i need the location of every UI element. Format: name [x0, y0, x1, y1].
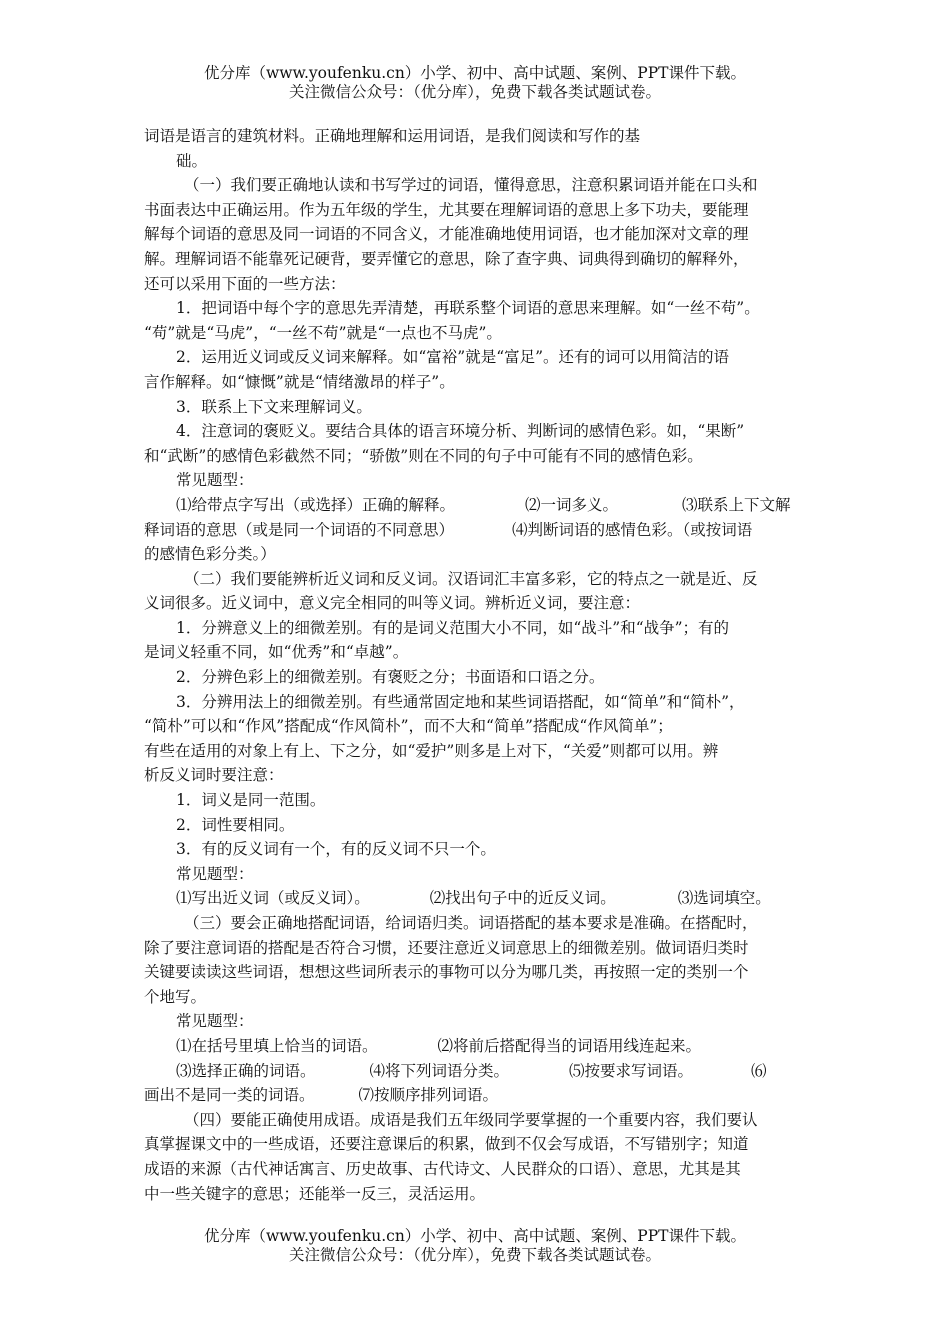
question-types-label: 常见题型：	[176, 471, 254, 490]
question-type: ⑶选择正确的词语。	[176, 1061, 316, 1080]
paragraph-line: 中一些关键字的意思；还能举一反三，灵活运用。	[144, 1184, 486, 1203]
question-type: ⑴给带点字写出（或选择）正确的解释。	[176, 495, 456, 514]
paragraph-line: 解。理解词语不能靠死记硬背，要弄懂它的意思，除了查字典、词典得到确切的解释外，	[144, 249, 749, 268]
paragraph-line: 解每个词语的意思及同一词语的不同含义，才能准确地使用词语，也才能加深对文章的理	[144, 225, 749, 244]
paragraph-line: 言作解释。如“慷慨”就是“情绪激昂的样子”。	[144, 372, 455, 391]
page-header	[0, 64, 950, 102]
question-type: ⑹	[751, 1061, 767, 1080]
method-item: 3．联系上下文来理解词义。	[176, 397, 372, 416]
method-item: 2．运用近义词或反义词来解释。如“富裕”就是“富足”。还有的词可以用简洁的语	[176, 348, 730, 367]
question-types-label: 常见题型：	[176, 864, 254, 883]
paragraph-line: 还可以采用下面的一些方法：	[144, 274, 346, 293]
question-type: ⑵找出句子中的近反义词。	[429, 889, 616, 908]
page-footer	[0, 1227, 950, 1265]
footer-line-1: 优分库（www.youfenku.cn）小学、初中、高中试题、案例、PPT课件下载。	[203, 1227, 747, 1245]
paragraph-line: 的感情色彩分类。）	[144, 545, 276, 564]
question-type: ⑷将下列词语分类。	[369, 1061, 510, 1080]
footer-line-2: 关注微信公众号：（优分库），免费下载各类试题试卷。	[288, 1246, 661, 1264]
method-item: 2．词性要相同。	[176, 815, 295, 834]
question-type: ⑷判断词语的感情色彩。（或按词语	[512, 520, 753, 539]
paragraph-line: 成语的来源（古代神话寓言、历史故事、古代诗文、人民群众的口语）、意思，尤其是其	[144, 1159, 741, 1178]
paragraph-line: 和“武断”的感情色彩截然不同；“骄傲”则在不同的句子中可能有不同的感情色彩。	[144, 446, 703, 465]
paragraph-line: 除了要注意词语的搭配是否符合习惯，还要注意近义词意思上的细微差别。做词语归类时	[144, 938, 749, 957]
section-2-heading: （二）我们要能辨析近义词和反义词。汉语词汇丰富多彩，它的特点之一就是近、反	[184, 569, 758, 588]
paragraph-line: 真掌握课文中的一些成语，还要注意课后的积累，做到不仅会写成语，不写错别字；知道	[144, 1135, 749, 1154]
method-item: 3．分辨用法上的细微差别。有些通常固定地和某些词语搭配，如“简单”和“简朴”，	[176, 692, 745, 711]
question-type: ⑴写出近义词（或反义词）。	[176, 889, 370, 908]
header-line-1: 优分库（www.youfenku.cn）小学、初中、高中试题、案例、PPT课件下载。	[203, 64, 747, 82]
paragraph-line: 析反义词时要注意：	[144, 766, 284, 785]
question-type: 释词语的意思（或是同一个词语的不同意思）	[144, 520, 455, 539]
method-item: 1．词义是同一范围。	[176, 791, 326, 810]
method-item: 1．分辨意义上的细微差别。有的是词义范围大小不同，如“战斗”和“战争”；有的	[176, 618, 730, 637]
paragraph-line: 书面表达中正确运用。作为五年级的学生，尤其要在理解词语的意思上多下功夫，要能理	[144, 200, 749, 219]
intro-line: 础。	[176, 151, 208, 170]
question-type: ⑴在括号里填上恰当的词语。	[176, 1036, 378, 1055]
paragraph-line: “苟”就是“马虎”，“一丝不苟”就是“一点也不马虎”。	[144, 323, 502, 342]
document-body	[144, 124, 812, 1206]
header-line-2: 关注微信公众号：（优分库），免费下载各类试题试卷。	[288, 83, 661, 101]
question-type: 画出不是同一类的词语。	[144, 1086, 315, 1105]
paragraph-line: 有些在适用的对象上有上、下之分，如“爱护”则多是上对下，“关爱”则都可以用。辨	[144, 741, 719, 760]
question-type: ⑶联系上下文解	[682, 495, 791, 514]
method-item: 1．把词语中每个字的意思先弄清楚，再联系整个词语的意思来理解。如“一丝不苟”。	[176, 299, 760, 318]
paragraph-line: 义词很多。近义词中，意义完全相同的叫等义词。辨析近义词，要注意：	[144, 594, 641, 613]
paragraph-line: 关键要读读这些词语，想想这些词所表示的事物可以分为哪几类，再按照一定的类别一个	[144, 963, 749, 982]
section-1-heading: （一）我们要正确地认读和书写学过的词语，懂得意思，注意积累词语并能在口头和	[184, 176, 758, 195]
question-type: ⑵将前后搭配得当的词语用线连起来。	[437, 1036, 702, 1055]
question-type: ⑸按要求写词语。	[569, 1061, 694, 1080]
question-types-label: 常见题型：	[176, 1012, 254, 1031]
paragraph-line: 是词义轻重不同，如“优秀”和“卓越”。	[144, 643, 409, 662]
section-3-heading: （三）要会正确地搭配词语，给词语归类。词语搭配的基本要求是准确。在搭配时，	[184, 914, 758, 932]
question-type: ⑺按顺序排列词语。	[358, 1086, 499, 1105]
method-item: 3．有的反义词有一个，有的反义词不只一个。	[176, 840, 496, 859]
section-4-heading: （四）要能正确使用成语。成语是我们五年级同学要掌握的一个重要内容，我们要认	[184, 1110, 758, 1129]
question-type: ⑶选词填空。	[677, 889, 771, 908]
method-item: 2．分辨色彩上的细微差别。有褒贬之分；书面语和口语之分。	[176, 668, 605, 687]
method-item: 4．注意词的褒贬义。要结合具体的语言环境分析、判断词的感情色彩。如，“果断”	[176, 422, 745, 441]
intro-line: 词语是语言的建筑材料。正确地理解和运用词语，是我们阅读和写作的基	[144, 127, 641, 145]
paragraph-line: “简朴”可以和“作风”搭配成“作风简朴”，而不大和“简单”搭配成“作风简单”；	[144, 717, 673, 736]
question-type: ⑵一词多义。	[525, 495, 619, 514]
paragraph-line: 个地写。	[144, 987, 207, 1006]
